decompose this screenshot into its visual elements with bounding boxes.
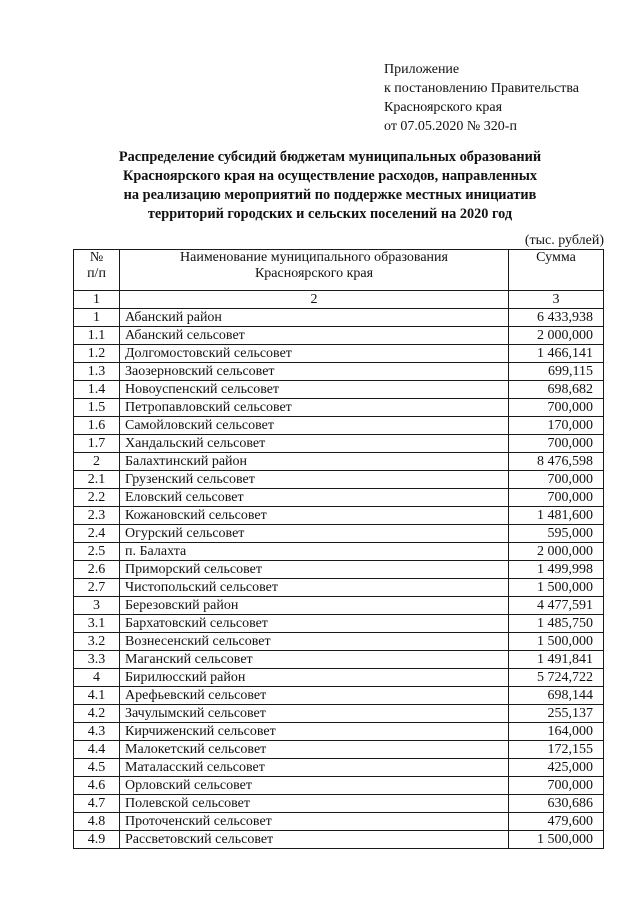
title-line: Красноярского края на осуществление расходов, направленных [122, 168, 538, 184]
document-title [60, 148, 600, 224]
row-number: 4.4 [74, 741, 120, 759]
table-row [74, 525, 604, 543]
table-header-row [74, 250, 604, 291]
row-name: Кирчиженский сельсовет [120, 723, 509, 741]
row-name: Заозерновский сельсовет [120, 363, 509, 381]
row-sum: 698,144 [509, 687, 604, 705]
row-name: Маганский сельсовет [120, 651, 509, 669]
row-name: Петропавловский сельсовет [120, 399, 509, 417]
table-row [74, 579, 604, 597]
row-number: 3 [74, 597, 120, 615]
row-sum: 699,115 [509, 363, 604, 381]
row-sum: 698,682 [509, 381, 604, 399]
row-number: 3.2 [74, 633, 120, 651]
row-sum: 6 433,938 [509, 309, 604, 327]
row-number: 4.1 [74, 687, 120, 705]
row-number: 1 [74, 309, 120, 327]
table-row [74, 723, 604, 741]
row-name: Малокетский сельсовет [120, 741, 509, 759]
row-number: 4.5 [74, 759, 120, 777]
row-sum: 425,000 [509, 759, 604, 777]
header-num-line: № [89, 250, 104, 265]
column-index: 1 [74, 291, 120, 309]
row-sum: 1 500,000 [509, 633, 604, 651]
row-name: Новоуспенский сельсовет [120, 381, 509, 399]
row-name: Полевской сельсовет [120, 795, 509, 813]
row-number: 4.3 [74, 723, 120, 741]
table-row [74, 381, 604, 399]
column-index: 3 [509, 291, 604, 309]
units-label: (тыс. рублей) [524, 233, 604, 248]
table-row [74, 759, 604, 777]
row-name: Еловский сельсовет [120, 489, 509, 507]
appendix-line: Красноярского края [384, 100, 503, 115]
row-name: Арефьевский сельсовет [120, 687, 509, 705]
header-num [74, 250, 120, 291]
table-row [74, 309, 604, 327]
row-number: 2.5 [74, 543, 120, 561]
row-sum: 1 500,000 [509, 831, 604, 849]
appendix-line: Приложение [384, 62, 460, 77]
row-sum: 164,000 [509, 723, 604, 741]
header-sum: Сумма [509, 250, 604, 291]
row-sum: 1 485,750 [509, 615, 604, 633]
row-sum: 700,000 [509, 777, 604, 795]
row-name: Рассветовский сельсовет [120, 831, 509, 849]
row-name: п. Балахта [120, 543, 509, 561]
row-number: 3.1 [74, 615, 120, 633]
table-row [74, 777, 604, 795]
row-sum: 595,000 [509, 525, 604, 543]
table-row [74, 399, 604, 417]
row-number: 4 [74, 669, 120, 687]
row-number: 1.4 [74, 381, 120, 399]
table-row [74, 813, 604, 831]
header-name-line: Наименование муниципального образования [180, 250, 448, 265]
row-name: Чистопольский сельсовет [120, 579, 509, 597]
table-row [74, 651, 604, 669]
row-name: Балахтинский район [120, 453, 509, 471]
header-num-line: п/п [87, 266, 106, 281]
header-name-line: Красноярского края [254, 266, 374, 281]
row-name: Грузенский сельсовет [120, 471, 509, 489]
row-number: 2.2 [74, 489, 120, 507]
table-row [74, 507, 604, 525]
row-name: Абанский сельсовет [120, 327, 509, 345]
row-number: 2.3 [74, 507, 120, 525]
row-number: 4.9 [74, 831, 120, 849]
row-name: Орловский сельсовет [120, 777, 509, 795]
row-sum: 630,686 [509, 795, 604, 813]
row-sum: 172,155 [509, 741, 604, 759]
table-row [74, 345, 604, 363]
row-sum: 479,600 [509, 813, 604, 831]
row-sum: 170,000 [509, 417, 604, 435]
table-row [74, 453, 604, 471]
row-name: Приморский сельсовет [120, 561, 509, 579]
row-sum: 700,000 [509, 471, 604, 489]
row-sum: 4 477,591 [509, 597, 604, 615]
row-name: Долгомостовский сельсовет [120, 345, 509, 363]
row-name: Хандальский сельсовет [120, 435, 509, 453]
title-line: территорий городских и сельских поселений на 2020 год [147, 206, 513, 222]
row-name: Бархатовский сельсовет [120, 615, 509, 633]
row-name: Проточенский сельсовет [120, 813, 509, 831]
row-sum: 1 499,998 [509, 561, 604, 579]
table-row [74, 435, 604, 453]
row-number: 1.2 [74, 345, 120, 363]
row-sum: 1 500,000 [509, 579, 604, 597]
table-row [74, 471, 604, 489]
row-name: Огурский сельсовет [120, 525, 509, 543]
row-number: 2.7 [74, 579, 120, 597]
row-number: 4.2 [74, 705, 120, 723]
table-row [74, 795, 604, 813]
row-name: Кожановский сельсовет [120, 507, 509, 525]
appendix-block [384, 60, 579, 136]
row-sum: 1 491,841 [509, 651, 604, 669]
row-number: 1.5 [74, 399, 120, 417]
table-row [74, 543, 604, 561]
row-name: Самойловский сельсовет [120, 417, 509, 435]
row-name: Маталасский сельсовет [120, 759, 509, 777]
row-sum: 700,000 [509, 399, 604, 417]
row-name: Абанский район [120, 309, 509, 327]
table-row [74, 741, 604, 759]
appendix-line: к постановлению Правительства [384, 81, 580, 96]
row-number: 2.6 [74, 561, 120, 579]
row-sum: 700,000 [509, 489, 604, 507]
row-name: Вознесенский сельсовет [120, 633, 509, 651]
column-index-row [74, 291, 604, 309]
appendix-line: от 07.05.2020 № 320-п [384, 119, 517, 134]
row-number: 4.7 [74, 795, 120, 813]
table-row [74, 597, 604, 615]
table-row [74, 363, 604, 381]
row-number: 4.6 [74, 777, 120, 795]
table-row [74, 327, 604, 345]
row-number: 1.7 [74, 435, 120, 453]
row-sum: 1 466,141 [509, 345, 604, 363]
row-name: Зачулымский сельсовет [120, 705, 509, 723]
row-number: 2 [74, 453, 120, 471]
table-row [74, 705, 604, 723]
table-row [74, 489, 604, 507]
row-name: Бирилюсский район [120, 669, 509, 687]
table-row [74, 669, 604, 687]
table-row [74, 633, 604, 651]
row-sum: 2 000,000 [509, 327, 604, 345]
row-sum: 700,000 [509, 435, 604, 453]
subsidy-table [73, 249, 604, 849]
table-row [74, 831, 604, 849]
title-line: Распределение субсидий бюджетам муниципальных образований [118, 149, 542, 165]
title-line: на реализацию мероприятий по поддержке местных инициатив [123, 187, 537, 203]
row-sum: 8 476,598 [509, 453, 604, 471]
table-row [74, 687, 604, 705]
row-sum: 5 724,722 [509, 669, 604, 687]
header-name [120, 250, 509, 291]
row-number: 4.8 [74, 813, 120, 831]
table-row [74, 615, 604, 633]
row-number: 1.6 [74, 417, 120, 435]
row-name: Березовский район [120, 597, 509, 615]
table-row [74, 417, 604, 435]
row-number: 1.1 [74, 327, 120, 345]
row-sum: 255,137 [509, 705, 604, 723]
row-number: 1.3 [74, 363, 120, 381]
row-number: 2.1 [74, 471, 120, 489]
row-sum: 1 481,600 [509, 507, 604, 525]
row-sum: 2 000,000 [509, 543, 604, 561]
column-index: 2 [120, 291, 509, 309]
row-number: 3.3 [74, 651, 120, 669]
row-number: 2.4 [74, 525, 120, 543]
table-row [74, 561, 604, 579]
